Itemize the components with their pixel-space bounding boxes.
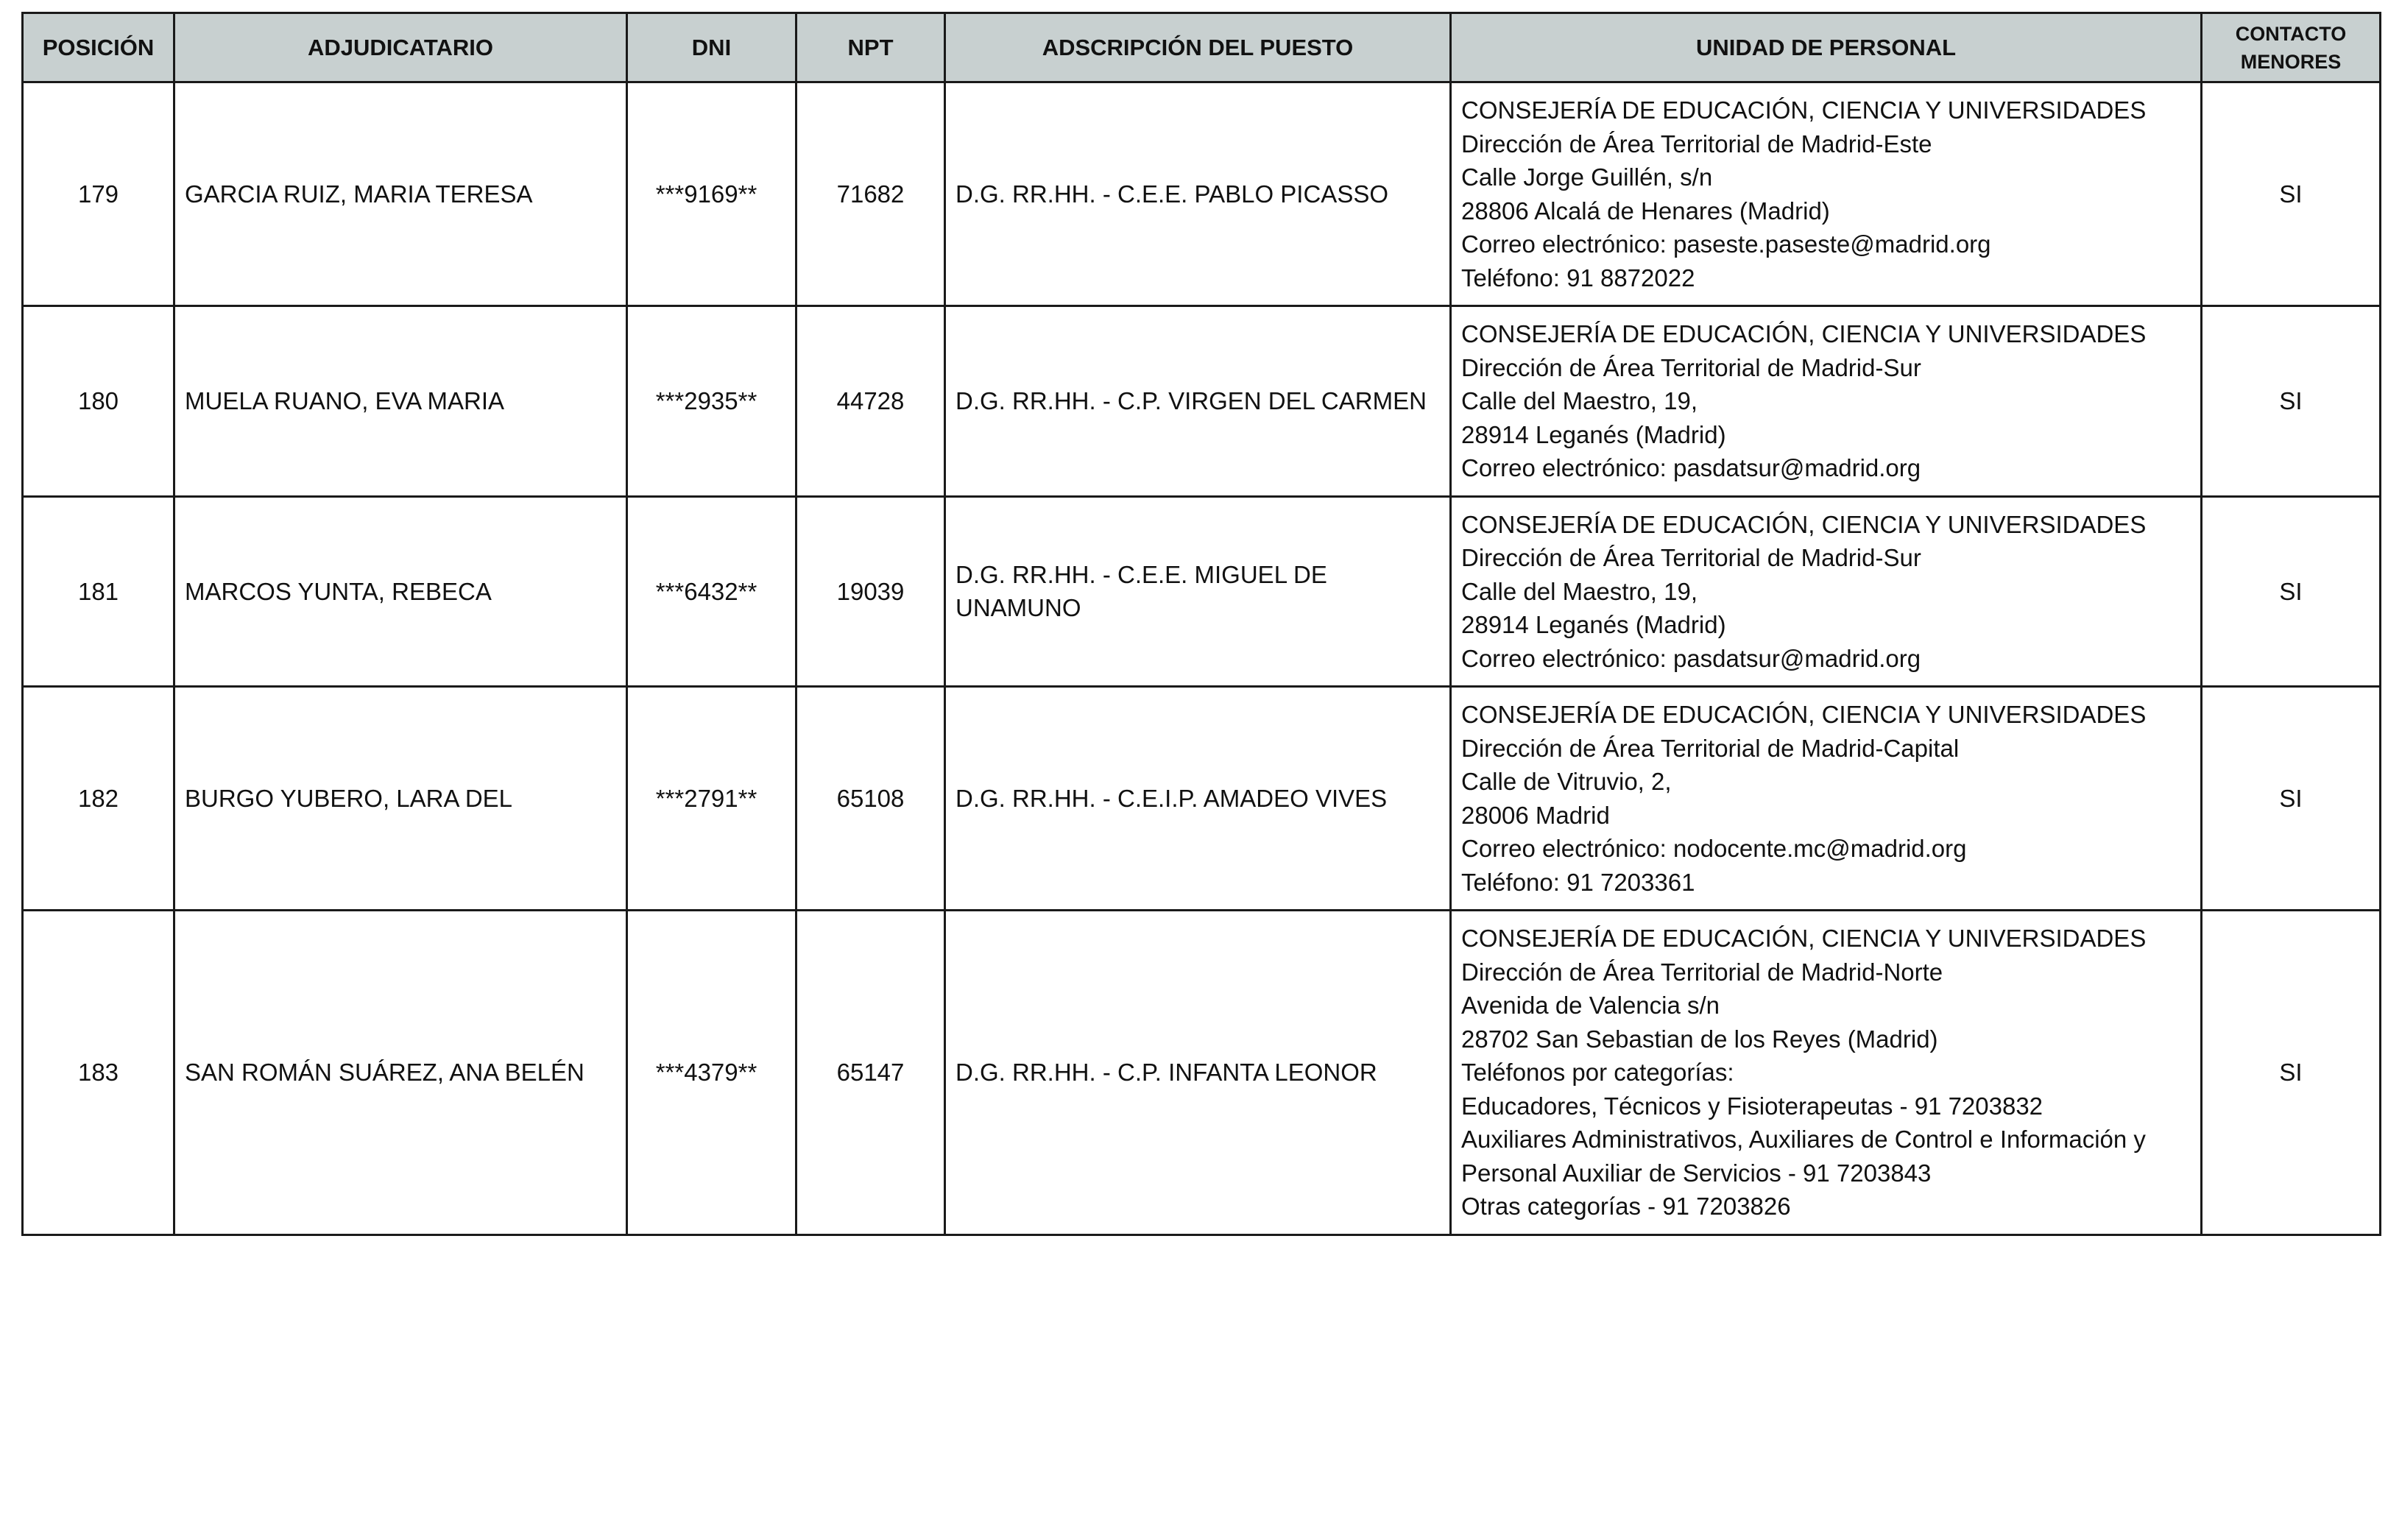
cell-adscripcion	[945, 82, 1451, 306]
cell-posicion: 181	[23, 496, 174, 687]
table-row	[23, 82, 2381, 306]
unidad-line: 28702 San Sebastian de los Reyes (Madrid)	[1461, 1025, 1938, 1053]
header-npt: NPT	[796, 13, 945, 82]
unidad-line: Teléfono: 91 8872022	[1461, 264, 1695, 292]
cell-dni: ***9169**	[627, 82, 796, 306]
cell-contacto: SI	[2202, 496, 2381, 687]
unidad-line: 28806 Alcalá de Henares (Madrid)	[1461, 197, 1830, 225]
header-contacto-line1: CONTACTO	[2235, 22, 2347, 45]
cell-adjudicatario: GARCIA RUIZ, MARIA TERESA	[174, 82, 627, 306]
table-row	[23, 496, 2381, 687]
unidad-line: Dirección de Área Territorial de Madrid-Este	[1461, 130, 1932, 158]
cell-unidad	[1451, 687, 2202, 911]
cell-contacto: SI	[2202, 82, 2381, 306]
unidad-line: Dirección de Área Territorial de Madrid-Sur	[1461, 544, 1921, 571]
header-row	[23, 13, 2381, 82]
unidad-line: Calle de Vitruvio, 2,	[1461, 768, 1672, 795]
cell-contacto: SI	[2202, 306, 2381, 497]
header-unidad: UNIDAD DE PERSONAL	[1451, 13, 2202, 82]
table-row	[23, 687, 2381, 911]
unidad-line: Correo electrónico: pasdatsur@madrid.org	[1461, 644, 1921, 672]
unidad-line: Dirección de Área Territorial de Madrid-Sur	[1461, 353, 1921, 381]
adscripcion-line: UNAMUNO	[955, 594, 1081, 622]
unidad-line: Calle del Maestro, 19,	[1461, 577, 1698, 605]
cell-adscripcion	[945, 496, 1451, 687]
unidad-line: CONSEJERÍA DE EDUCACIÓN, CIENCIA Y UNIVERSIDADES	[1461, 925, 2147, 952]
unidad-line: Correo electrónico: pasdatsur@madrid.org	[1461, 454, 1921, 481]
header-adjudicatario: ADJUDICATARIO	[174, 13, 627, 82]
cell-posicion: 182	[23, 687, 174, 911]
unidad-line: Correo electrónico: paseste.paseste@madrid.org	[1461, 230, 1991, 258]
adscripcion-line: D.G. RR.HH. - C.E.E. MIGUEL DE	[955, 560, 1327, 588]
cell-adjudicatario: MUELA RUANO, EVA MARIA	[174, 306, 627, 497]
cell-contacto: SI	[2202, 911, 2381, 1235]
cell-adjudicatario: SAN ROMÁN SUÁREZ, ANA BELÉN	[174, 911, 627, 1235]
cell-contacto: SI	[2202, 687, 2381, 911]
adscripcion-line: D.G. RR.HH. - C.P. VIRGEN DEL CARMEN	[955, 387, 1427, 414]
unidad-line: CONSEJERÍA DE EDUCACIÓN, CIENCIA Y UNIVERSIDADES	[1461, 510, 2147, 538]
cell-dni: ***4379**	[627, 911, 796, 1235]
cell-adscripcion	[945, 911, 1451, 1235]
cell-adjudicatario: BURGO YUBERO, LARA DEL	[174, 687, 627, 911]
header-contacto-line2: MENORES	[2240, 50, 2342, 73]
adscripcion-line: D.G. RR.HH. - C.E.E. PABLO PICASSO	[955, 180, 1389, 208]
header-adscripcion: ADSCRIPCIÓN DEL PUESTO	[945, 13, 1451, 82]
adscripcion-line: D.G. RR.HH. - C.E.I.P. AMADEO VIVES	[955, 784, 1388, 812]
cell-posicion: 180	[23, 306, 174, 497]
cell-dni: ***2935**	[627, 306, 796, 497]
assignments-table	[21, 12, 2381, 1236]
unidad-line: 28914 Leganés (Madrid)	[1461, 420, 1726, 448]
cell-adjudicatario: MARCOS YUNTA, REBECA	[174, 496, 627, 687]
unidad-line: Dirección de Área Territorial de Madrid-Capital	[1461, 734, 1960, 762]
cell-unidad	[1451, 911, 2202, 1235]
unidad-line: Dirección de Área Territorial de Madrid-Norte	[1461, 958, 1943, 986]
unidad-line: 28914 Leganés (Madrid)	[1461, 611, 1726, 638]
adscripcion-line: D.G. RR.HH. - C.P. INFANTA LEONOR	[955, 1059, 1377, 1086]
cell-dni: ***2791**	[627, 687, 796, 911]
cell-unidad	[1451, 306, 2202, 497]
unidad-line: Teléfonos por categorías:	[1461, 1059, 1734, 1086]
header-posicion: POSICIÓN	[23, 13, 174, 82]
unidad-line: CONSEJERÍA DE EDUCACIÓN, CIENCIA Y UNIVERSIDADES	[1461, 320, 2147, 347]
header-contacto-menores	[2202, 13, 2381, 82]
unidad-line: 28006 Madrid	[1461, 801, 1610, 829]
cell-unidad	[1451, 82, 2202, 306]
unidad-line: Otras categorías - 91 7203826	[1461, 1193, 1791, 1220]
cell-npt: 44728	[796, 306, 945, 497]
unidad-line: Calle Jorge Guillén, s/n	[1461, 163, 1713, 191]
unidad-line: Auxiliares Administrativos, Auxiliares de Control e Información y	[1461, 1126, 2146, 1153]
cell-npt: 65147	[796, 911, 945, 1235]
cell-posicion: 183	[23, 911, 174, 1235]
unidad-line: CONSEJERÍA DE EDUCACIÓN, CIENCIA Y UNIVERSIDADES	[1461, 701, 2147, 728]
table-row	[23, 306, 2381, 497]
unidad-line: Personal Auxiliar de Servicios - 91 7203843	[1461, 1159, 1932, 1187]
unidad-line: Avenida de Valencia s/n	[1461, 992, 1720, 1019]
cell-posicion: 179	[23, 82, 174, 306]
cell-adscripcion	[945, 306, 1451, 497]
cell-npt: 19039	[796, 496, 945, 687]
cell-unidad	[1451, 496, 2202, 687]
unidad-line: Educadores, Técnicos y Fisioterapeutas - 91 7203832	[1461, 1092, 2043, 1120]
unidad-line: CONSEJERÍA DE EDUCACIÓN, CIENCIA Y UNIVERSIDADES	[1461, 96, 2147, 124]
unidad-line: Calle del Maestro, 19,	[1461, 387, 1698, 414]
unidad-line: Teléfono: 91 7203361	[1461, 868, 1695, 896]
table-row	[23, 911, 2381, 1235]
cell-dni: ***6432**	[627, 496, 796, 687]
header-dni: DNI	[627, 13, 796, 82]
unidad-line: Correo electrónico: nodocente.mc@madrid.org	[1461, 835, 1967, 862]
cell-npt: 65108	[796, 687, 945, 911]
cell-adscripcion	[945, 687, 1451, 911]
cell-npt: 71682	[796, 82, 945, 306]
